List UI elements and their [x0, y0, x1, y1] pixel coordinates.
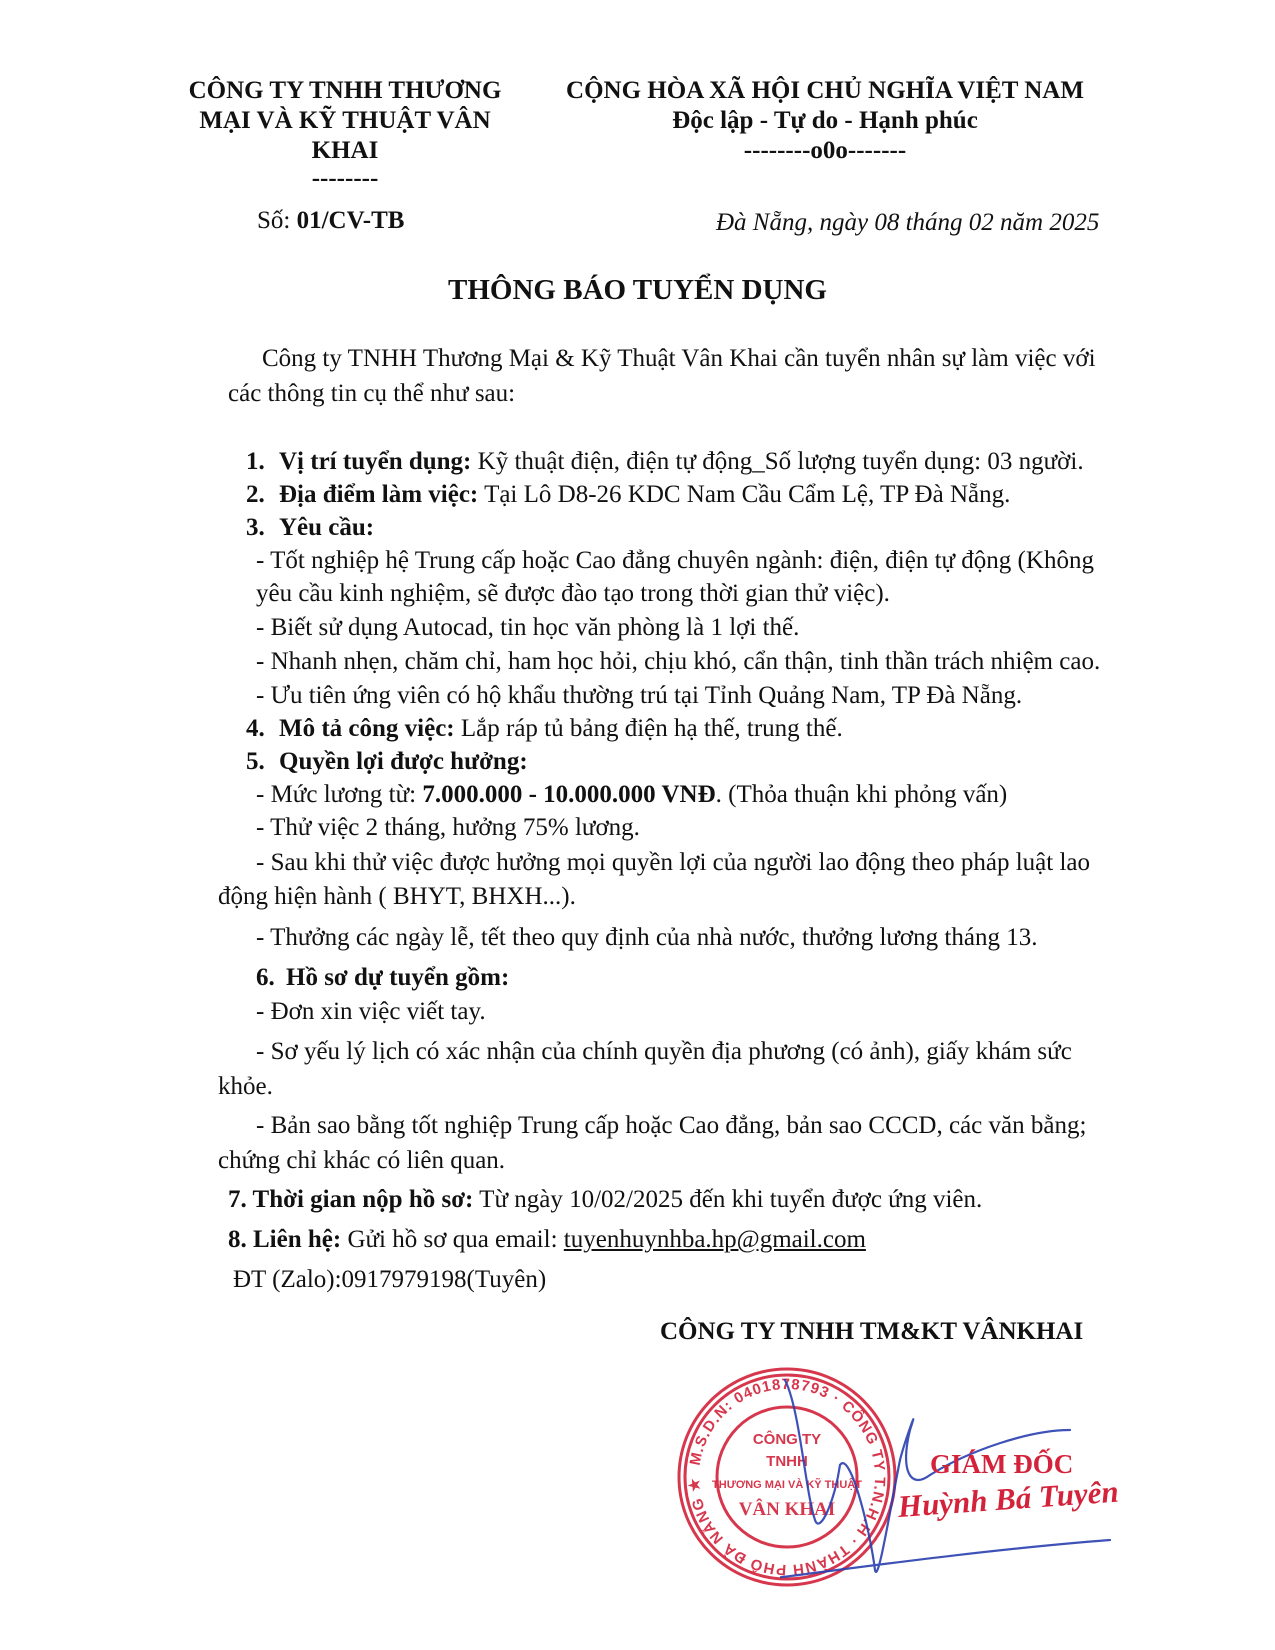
- signature-name: Huỳnh Bá Tuyên: [896, 1473, 1120, 1524]
- signature-position: GIÁM ĐỐC: [930, 1449, 1074, 1479]
- benefit-salary-prefix: - Mức lương từ:: [256, 781, 423, 808]
- item-location: [246, 479, 1010, 510]
- signature-company: CÔNG TY TNHH TM&KT VÂNKHAI: [660, 1318, 1084, 1345]
- document-3-line1: - Bản sao bằng tốt nghiệp Trung cấp hoặc Cao đẳng, bản sao CCCD, các văn bằng;: [256, 1112, 1087, 1139]
- intro-line1: Công ty TNHH Thương Mại & Kỹ Thuật Vân Khai cần tuyển nhân sự làm việc với: [262, 345, 1096, 372]
- item-number: 5.: [246, 748, 265, 775]
- intro-line2: các thông tin cụ thể như sau:: [228, 380, 516, 407]
- item-number: 1.: [246, 448, 265, 475]
- item-number: 4.: [246, 715, 265, 742]
- nation-header: [540, 76, 1110, 166]
- item-label: Quyền lợi được hưởng:: [279, 748, 528, 775]
- document-1: - Đơn xin việc viết tay.: [256, 998, 486, 1025]
- item-label: Vị trí tuyển dụng:: [279, 448, 472, 475]
- item-text: Tại Lô D8-26 KDC Nam Cầu Cẩm Lệ, TP Đà Nẵng.: [478, 481, 1011, 508]
- item-number: 2.: [246, 481, 265, 508]
- item-label: 8. Liên hệ:: [228, 1226, 342, 1253]
- svg-text:TNHH: TNHH: [766, 1453, 808, 1470]
- date-place: Đà Nẵng, ngày 08 tháng 02 năm 2025: [716, 209, 1100, 236]
- item-text: Kỹ thuật điện, điện tự động_Số lượng tuyển dụng: 03 người.: [471, 448, 1084, 475]
- company-name-line1: CÔNG TY TNHH THƯƠNG: [188, 77, 502, 104]
- item-label: 7. Thời gian nộp hồ sơ:: [228, 1186, 474, 1213]
- svg-text:CÔNG TY: CÔNG TY: [752, 1431, 822, 1448]
- item-benefits: [246, 746, 528, 777]
- document-number-label: Số:: [257, 207, 297, 234]
- item-position: [246, 446, 1084, 477]
- benefit-probation: - Thử việc 2 tháng, hưởng 75% lương.: [256, 814, 640, 841]
- item-label: Hồ sơ dự tuyển gồm:: [286, 964, 510, 991]
- requirement-3: - Nhanh nhẹn, chăm chỉ, ham học hỏi, chịu khó, cẩn thận, tinh thần trách nhiệm cao.: [256, 648, 1101, 675]
- phone-line: ĐT (Zalo):0917979198(Tuyên): [233, 1266, 547, 1293]
- benefit-after-probation-line2: động hiện hành ( BHYT, BHXH...).: [218, 883, 576, 910]
- company-dash: --------: [311, 165, 379, 192]
- item-job-description: [246, 713, 843, 744]
- benefit-bonus: - Thưởng các ngày lễ, tết theo quy định của nhà nước, thưởng lương tháng 13.: [256, 924, 1038, 951]
- document-number-value: 01/CV-TB: [296, 207, 405, 234]
- requirement-2: - Biết sử dụng Autocad, tin học văn phòng là 1 lợi thế.: [256, 614, 800, 641]
- item-requirements: [246, 512, 374, 543]
- item-label: Yêu cầu:: [279, 514, 375, 541]
- nation-title: CỘNG HÒA XÃ HỘI CHỦ NGHĨA VIỆT NAM: [566, 77, 1084, 104]
- requirement-1-line1: - Tốt nghiệp hệ Trung cấp hoặc Cao đẳng chuyên ngành: điện, điện tự động (Không: [256, 547, 1094, 574]
- document-2-line2: khỏe.: [218, 1073, 273, 1100]
- item-documents: [256, 962, 509, 993]
- item-text: Gửi hồ sơ qua email:: [341, 1226, 564, 1253]
- item-deadline: [228, 1184, 982, 1215]
- item-number: 6.: [256, 964, 275, 991]
- item-contact: [228, 1224, 866, 1255]
- item-text: Lắp ráp tủ bảng điện hạ thế, trung thế.: [454, 715, 843, 742]
- benefit-salary-suffix: . (Thỏa thuận khi phỏng vấn): [715, 781, 1008, 808]
- item-label: Mô tả công việc:: [279, 715, 455, 742]
- item-number: 3.: [246, 514, 265, 541]
- svg-text:THƯƠNG MẠI VÀ KỸ THUẬT: THƯƠNG MẠI VÀ KỸ THUẬT: [712, 1479, 862, 1491]
- requirement-1-line2: yêu cầu kinh nghiệm, sẽ được đào tạo trong thời gian thử việc).: [256, 580, 890, 607]
- benefit-salary-range: 7.000.000 - 10.000.000 VNĐ: [422, 781, 716, 808]
- company-header: [170, 76, 520, 192]
- requirement-4: - Ưu tiên ứng viên có hộ khẩu thường trú tại Tỉnh Quảng Nam, TP Đà Nẵng.: [256, 682, 1023, 709]
- document-2-line1: - Sơ yếu lý lịch có xác nhận của chính quyền địa phương (có ảnh), giấy khám sức: [256, 1038, 1072, 1065]
- email-link[interactable]: tuyenhuynhba.hp@gmail.com: [563, 1226, 866, 1253]
- motto-ornament: --------o0o-------: [743, 137, 907, 164]
- company-name-line3: KHAI: [311, 137, 379, 164]
- benefit-salary: [256, 779, 1007, 810]
- document-3-line2: chứng chỉ khác có liên quan.: [218, 1147, 506, 1174]
- motto: Độc lập - Tự do - Hạnh phúc: [672, 107, 978, 134]
- benefit-after-probation-line1: - Sau khi thử việc được hưởng mọi quyền lợi của người lao động theo pháp luật lao: [256, 849, 1091, 876]
- svg-text:M.S.D.N: 0401878793 · CÔNG TY: M.S.D.N: 0401878793 · CÔNG TY T.N.H.H · THÀNH PHỐ ĐÀ NẴNG ★: [685, 1375, 889, 1579]
- document-number: [257, 205, 404, 236]
- page-title: THÔNG BÁO TUYỂN DỤNG: [448, 274, 827, 306]
- item-label: Địa điểm làm việc:: [279, 481, 479, 508]
- svg-text:VÂN KHAI: VÂN KHAI: [738, 1499, 836, 1520]
- item-text: Từ ngày 10/02/2025 đến khi tuyển được ứng viên.: [473, 1186, 983, 1213]
- company-name-line2: MẠI VÀ KỸ THUẬT VÂN: [199, 107, 491, 134]
